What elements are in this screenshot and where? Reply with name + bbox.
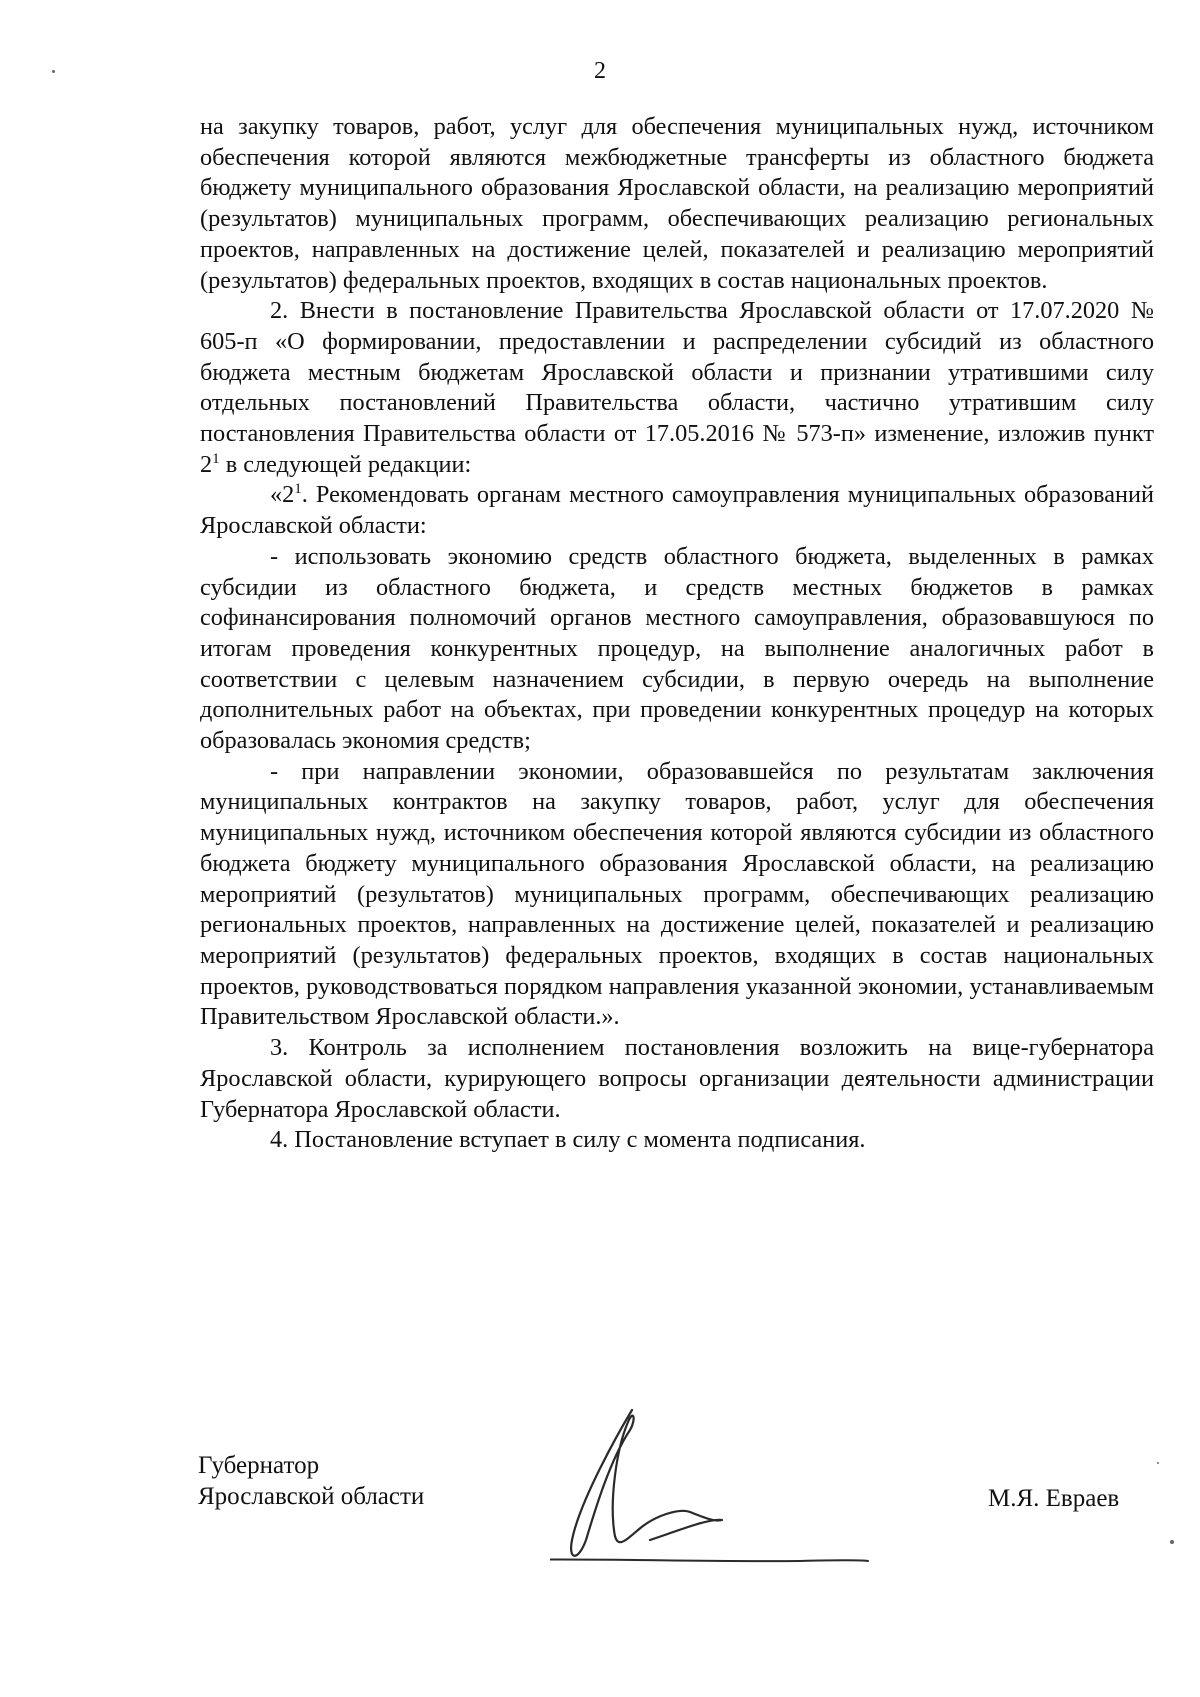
signatory-title-line1: Губернатор	[198, 1452, 320, 1479]
paragraph-clause-2-1	[200, 480, 1154, 541]
paragraph-continuation: на закупку товаров, работ, услуг для обеспечения муниципальных нужд, источником обеспечения которой являются межбюджетные трансферты из областного бюджета бюджету муниципального образования Ярославской области, на реализацию мероприятий (результатов) муниципальных программ, обеспечивающих реализацию региональных проектов, направленных на достижение целей, показателей и реализацию мероприятий (результатов) федеральных проектов, входящих в состав национальных проектов.	[200, 113, 1154, 294]
clause-open: «2	[270, 481, 295, 509]
scan-speck	[1170, 1540, 1174, 1544]
scan-speck	[1157, 1462, 1159, 1464]
handwritten-signature	[550, 1390, 950, 1580]
page-number: 2	[594, 58, 606, 84]
paragraph-bullet-2: - при направлении экономии, образовавшейся по результатам заключения муниципальных контрактов на закупку товаров, работ, услуг для обеспечения муниципальных нужд, источником обеспечения которой являются субсидии из областного бюджета бюджету муниципального образования Ярославской области, на реализацию мероприятий (результатов) муниципальных программ, обеспечивающих реализацию региональных проектов, направленных на достижение целей, показателей и реализацию мероприятий (результатов) федеральных проектов, входящих в состав национальных проектов, руководствоваться порядком направления указанной экономии, устанавливаемым Правительством Ярославской области.».	[200, 757, 1154, 1031]
paragraph-item-4: 4. Постановление вступает в силу с момента подписания.	[270, 1126, 866, 1154]
item-2-text: 2. Внести в постановление Правительства Ярославской области от 17.07.2020 № 605-п «О формировании, предоставлении и распределении субсидий из областного бюджета местным бюджетам Ярославской области и признании утратившими силу отдельных постановлений Правительства области, частично утратившим силу постановления Правительства области от 17.05.2016 № 573-п» изменение, изложив пункт 2	[200, 297, 1154, 478]
signatory-title	[198, 1450, 424, 1512]
clause-text: . Рекомендовать органам местного самоуправления муниципальных образований Ярославской области:	[200, 481, 1154, 540]
paragraph-bullet-1: - использовать экономию средств областного бюджета, выделенных в рамках субсидии из областного бюджета, и средств местных бюджетов в рамках софинансирования полномочий органов местного самоуправления, образовавшуюся по итогам проведения конкурентных процедур, на выполнение аналогичных работ в соответствии с целевым назначением субсидии, в первую очередь на выполнение дополнительных работ на объектах, при проведении конкурентных процедур на которых образовалась экономия средств;	[200, 542, 1154, 755]
paragraph-item-2	[200, 296, 1154, 480]
document-body	[200, 112, 1154, 1156]
paragraph-item-3: 3. Контроль за исполнением постановления возложить на вице-губернатора Ярославской области, курирующего вопросы организации деятельности администрации Губернатора Ярославской области.	[200, 1034, 1154, 1123]
scan-speck	[52, 70, 55, 73]
signatory-name: М.Я. Евраев	[988, 1485, 1120, 1512]
signatory-title-line2: Ярославской области	[198, 1483, 425, 1510]
superscript: 1	[294, 481, 302, 498]
item-2-tail: в следующей редакции:	[219, 450, 472, 478]
superscript: 1	[212, 450, 220, 467]
